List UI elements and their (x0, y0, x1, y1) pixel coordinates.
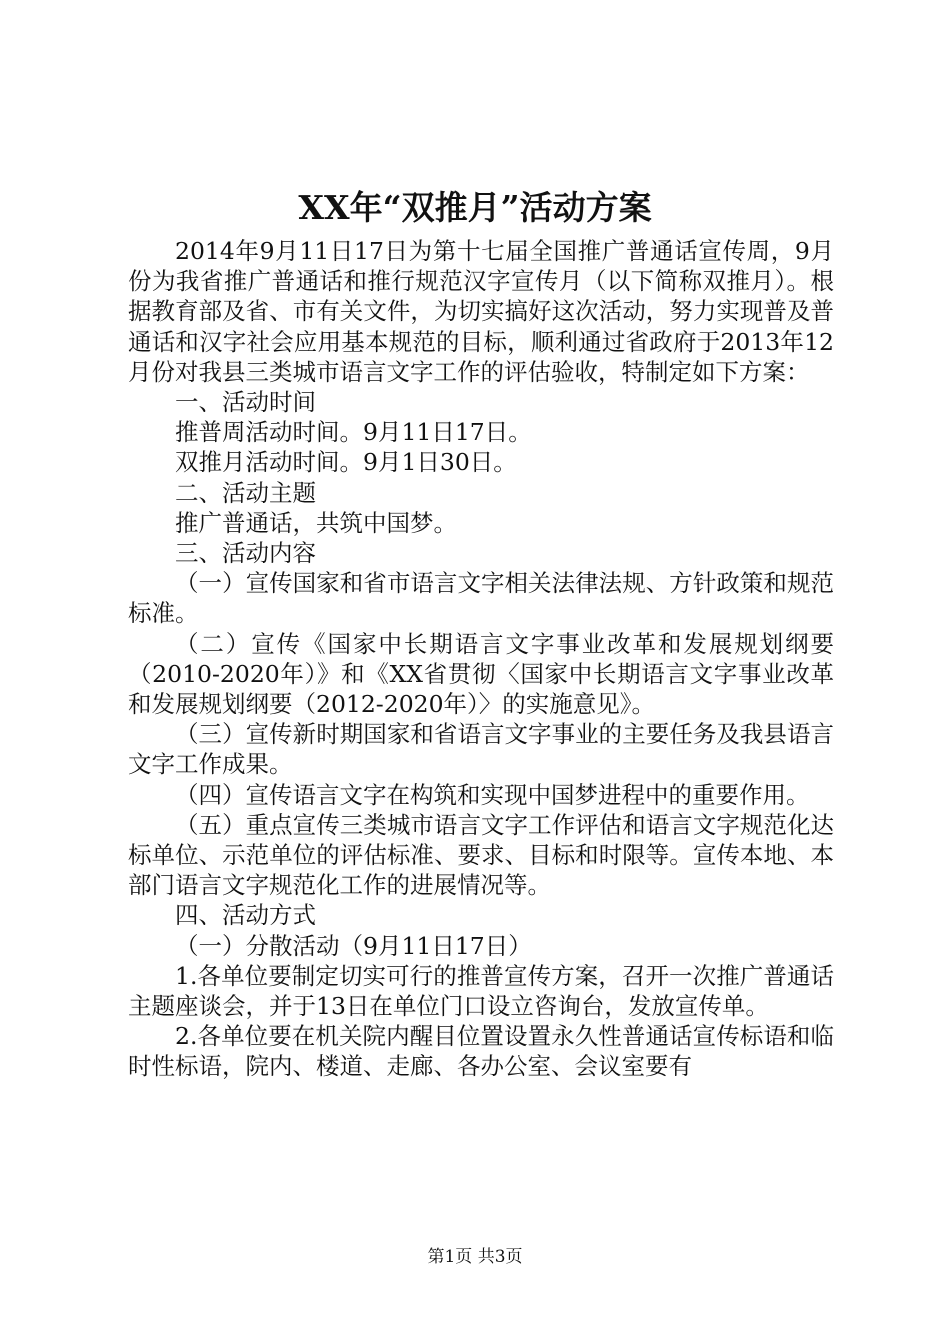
paragraph: 双推月活动时间。9月1日30日。 (175, 448, 517, 477)
intro-paragraph: 2014年9月11日17日为第十七届全国推广普通话宣传周，9月份为我省推广普通话和推行规范汉字宣传月（以下简称双推月）。根据教育部及省、市有关文件，为切实搞好这次活动，努力实现普及普通话和汉字社会应用基本规范的目标，顺利通过省政府于2013年12月份对我县三类城市语言文字工作的评估验收，特制定如下方案： (128, 237, 834, 386)
section-heading-content: 三、活动内容 (175, 539, 316, 568)
section-heading-time: 一、活动时间 (175, 388, 316, 417)
paragraph: （四）宣传语言文字在构筑和实现中国梦进程中的重要作用。 (175, 780, 810, 809)
paragraph: 推普周活动时间。9月11日17日。 (175, 418, 532, 447)
paragraph: 2.各单位要在机关院内醒目位置设置永久性普通话宣传标语和临时性标语，院内、楼道、走廊、各办公室、会议室要有 (128, 1022, 834, 1081)
paragraph: 推广普通话，共筑中国梦。 (175, 508, 457, 537)
paragraph: （一）宣传国家和省市语言文字相关法律法规、方针政策和规范标准。 (128, 569, 834, 628)
paragraph: （三）宣传新时期国家和省语言文字事业的主要任务及我县语言文字工作成果。 (128, 720, 834, 779)
section-heading-theme: 二、活动主题 (175, 478, 316, 507)
paragraph: 1.各单位要制定切实可行的推普宣传方案，召开一次推广普通话主题座谈会，并于13日在单位门口设立咨询台，发放宣传单。 (128, 961, 834, 1021)
document-title: XX年“双推月”活动方案 (298, 188, 652, 227)
paragraph: （五）重点宣传三类城市语言文字工作评估和语言文字规范化达标单位、示范单位的评估标准、要求、目标和时限等。宣传本地、本部门语言文字规范化工作的进展情况等。 (128, 810, 834, 900)
page-footer: 第1页 共3页 (427, 1247, 523, 1267)
paragraph: （一）分散活动（9月11日17日） (175, 931, 532, 960)
section-heading-method: 四、活动方式 (175, 901, 316, 930)
paragraph: （二）宣传《国家中长期语言文字事业改革和发展规划纲要（2010-2020年）》和《XX省贯彻〈国家中长期语言文字事业改革和发展规划纲要（2012-2020年）〉的实施意见》。 (128, 629, 834, 719)
document-body (128, 236, 834, 1082)
